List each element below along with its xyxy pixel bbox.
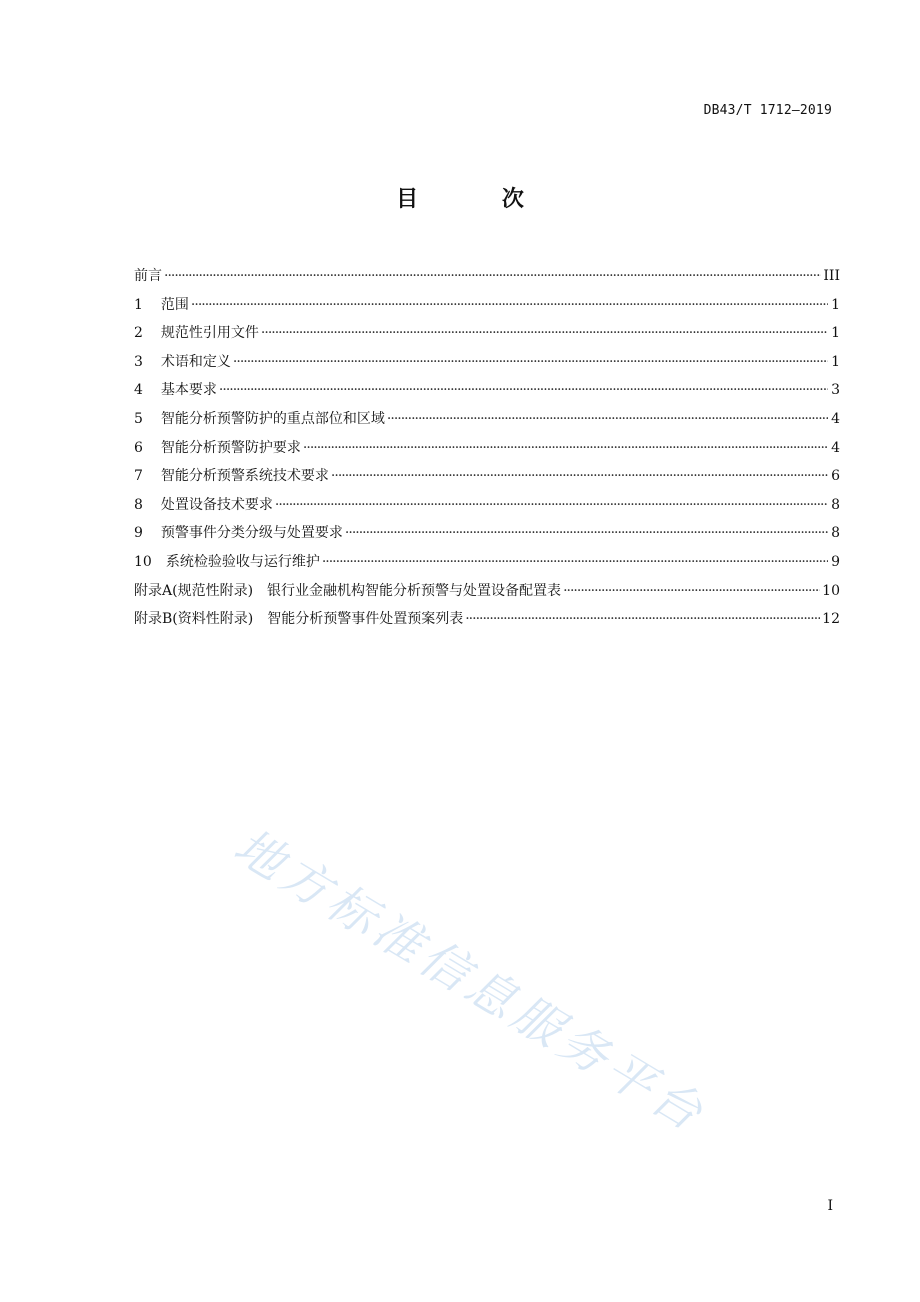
toc-entry[interactable] [134, 291, 840, 320]
toc-entry-number: 7 [134, 468, 143, 485]
toc-dot-leader [331, 462, 828, 491]
toc-entry-page: 1 [831, 325, 840, 342]
standard-code: DB43/T 1712—2019 [703, 103, 832, 118]
toc-entry-page: 6 [831, 468, 840, 485]
toc-entry-page: 4 [831, 439, 840, 456]
toc-dot-leader [303, 434, 828, 463]
toc-entry-page: 8 [831, 496, 840, 513]
toc-entry-number: 9 [134, 525, 143, 542]
toc-entry[interactable] [134, 605, 840, 634]
toc-entry[interactable] [134, 348, 840, 377]
toc-entry-page: 10 [822, 582, 840, 599]
toc-entry[interactable] [134, 548, 840, 577]
toc-entry-number: 附录B [134, 611, 173, 628]
toc-entry-number: 2 [134, 325, 143, 342]
toc-entry-page: 4 [831, 410, 840, 427]
toc-entry-number: 3 [134, 353, 143, 370]
toc-entry[interactable] [134, 577, 840, 606]
toc-entry-label: 智能分析预警防护的重点部位和区域 [160, 410, 385, 427]
toc-entry-page: 3 [831, 382, 840, 399]
toc-entry[interactable] [134, 319, 840, 348]
toc-entry-number: 1 [134, 296, 143, 313]
toc-entry-label: 基本要求 [160, 382, 217, 399]
toc-dot-leader [219, 376, 828, 405]
toc-entry-label: (规范性附录) 银行业金融机构智能分析预警与处置设备配置表 [172, 582, 562, 599]
toc-entry-number: 5 [134, 410, 143, 427]
toc-dot-leader [322, 548, 828, 577]
toc-dot-leader [164, 262, 821, 291]
watermark: 地方标准信息服务平台 [224, 817, 717, 1145]
toc-entry-label: (资料性附录) 智能分析预警事件处置预案列表 [172, 611, 464, 628]
toc-entry-label: 范围 [160, 296, 189, 313]
toc-dot-leader [387, 405, 828, 434]
toc-entry[interactable] [134, 262, 840, 291]
table-of-contents [134, 262, 840, 634]
toc-dot-leader [275, 491, 828, 520]
toc-entry-label: 智能分析预警防护要求 [160, 439, 301, 456]
toc-entry-page: 1 [831, 296, 840, 313]
toc-dot-leader [563, 577, 820, 606]
toc-entry-page: 1 [831, 353, 840, 370]
toc-entry-label: 系统检验验收与运行维护 [165, 553, 320, 570]
toc-entry-label: 处置设备技术要求 [160, 496, 273, 513]
toc-entry-label: 预警事件分类分级与处置要求 [160, 525, 343, 542]
toc-dot-leader [261, 319, 828, 348]
toc-entry[interactable] [134, 405, 840, 434]
page-number: I [827, 1198, 833, 1214]
toc-entry-page: 12 [822, 611, 840, 628]
toc-entry-label: 规范性引用文件 [160, 325, 259, 342]
toc-title: 目 次 [396, 187, 562, 212]
toc-entry-number: 10 [134, 553, 152, 570]
toc-entry-label: 前言 [134, 268, 162, 284]
toc-entry[interactable] [134, 491, 840, 520]
toc-dot-leader [345, 519, 828, 548]
toc-entry-label: 智能分析预警系统技术要求 [160, 468, 329, 485]
toc-entry-number: 4 [134, 382, 143, 399]
toc-entry-page: 8 [831, 525, 840, 542]
toc-entry-page: III [823, 268, 840, 284]
toc-entry-label: 术语和定义 [160, 353, 231, 370]
toc-entry-number: 8 [134, 496, 143, 513]
toc-entry[interactable] [134, 462, 840, 491]
toc-entry[interactable] [134, 519, 840, 548]
toc-dot-leader [465, 605, 820, 634]
toc-entry-number: 6 [134, 439, 143, 456]
toc-dot-leader [233, 348, 828, 377]
toc-entry-page: 9 [831, 553, 840, 570]
toc-entry[interactable] [134, 376, 840, 405]
toc-dot-leader [191, 291, 828, 320]
toc-entry-number: 附录A [134, 582, 173, 599]
toc-entry[interactable] [134, 434, 840, 463]
